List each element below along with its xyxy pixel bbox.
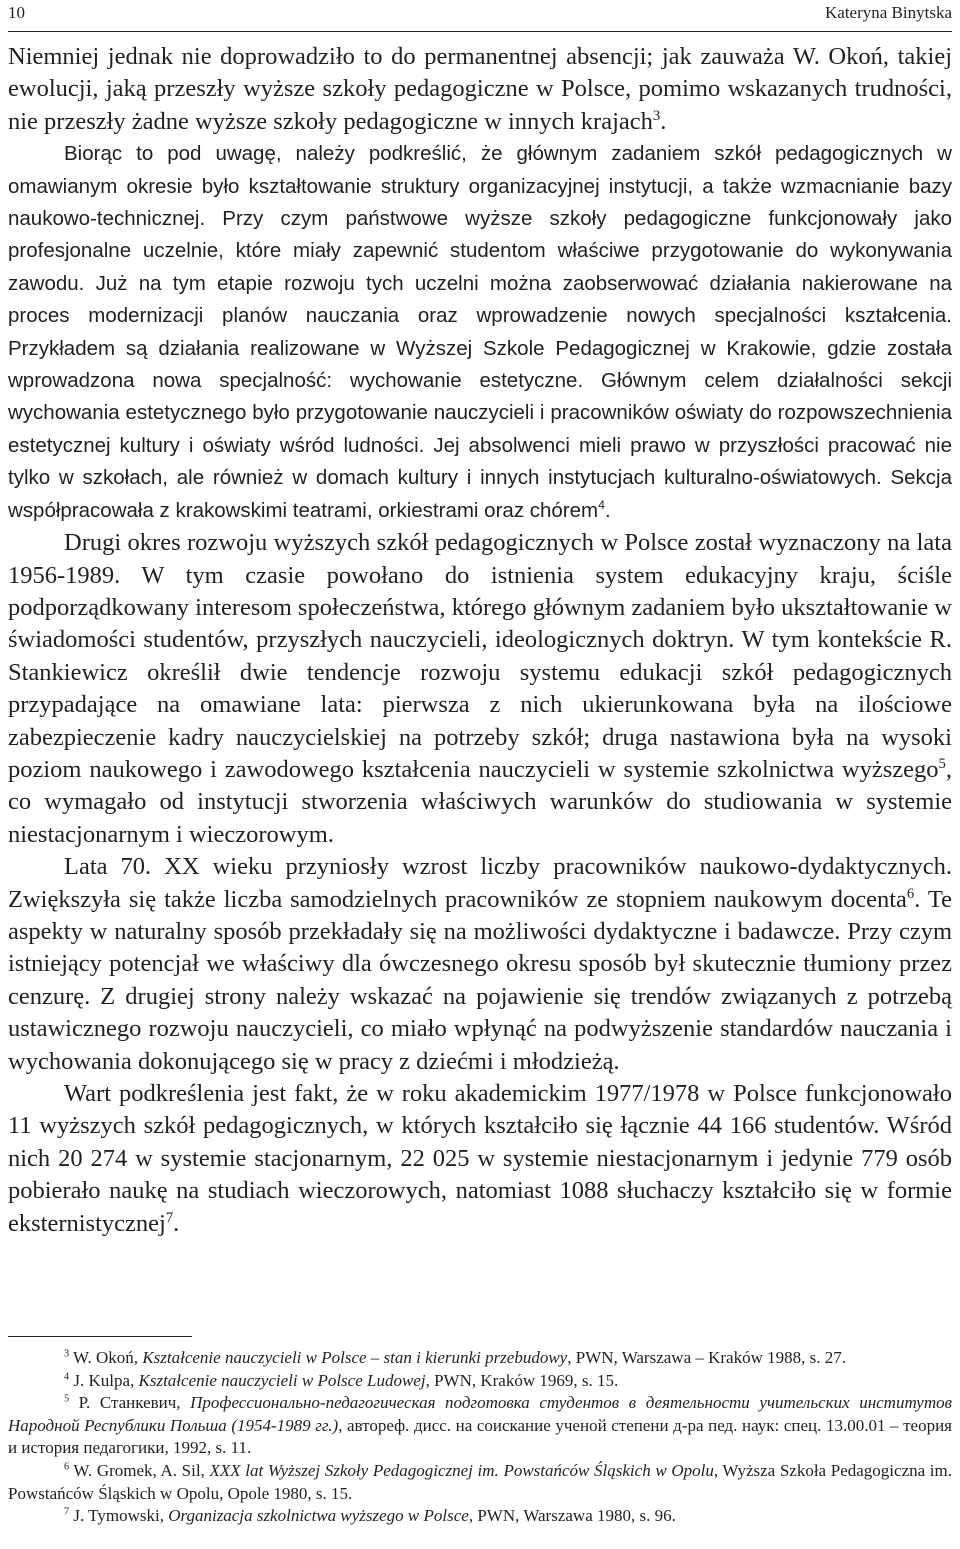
footnote (8, 1505, 952, 1528)
page-number: 10 (8, 3, 25, 22)
header-rule (8, 31, 952, 32)
text-run: W. Gromek, A. Sil, (69, 1460, 210, 1480)
body-paragraph (8, 138, 952, 527)
text-run: . Te aspekty w naturalny sposób przekładały się na możliwości dydaktyczne i badawcze. Przy czym istniejący potencjał we właściwy dla ówczesnego okresu sposób był skutecznie tłumiony przez cenzurę. Z drugiej strony należy wskazać na pojawienie się trendów związanych z potrzebą ustawicznego rozwoju nauczycieli, co miało wpłynąć na podwyższenie standardów nauczania i wychowania dokonującego się w pracy z dziećmi i młodzieżą. (8, 885, 953, 1075)
body-paragraph (8, 851, 952, 1078)
footnote-ref: 5 (64, 1393, 70, 1405)
text-run: W. Okoń, (69, 1348, 143, 1367)
footnote-ref: 6 (64, 1461, 70, 1473)
body-paragraph (8, 527, 952, 851)
footnote-ref: 7 (64, 1506, 70, 1518)
text-run: J. Tymowski, (69, 1506, 169, 1526)
italic-title: Профессионально-педагогическая подготовка студентов в деятельности учительских институтов Народной Республики Польша (1954-1989 гг.) (8, 1393, 953, 1435)
text-run: Niemniej jednak nie doprowadziło to do permanentnej absencji; jak zauważa W. Okoń, takiej ewolucji, jaką przeszły wyższe szkoły pedagogiczne w Polsce, pomimo wskazanych trudności, nie przeszły żadne wyższe szkoły pedagogiczne w innych krajach (8, 43, 952, 135)
footnote (8, 1347, 952, 1370)
text-run: Drugi okres rozwoju wyższych szkół pedagogicznych w Polsce został wyznaczony na lata 1956-1989. W tym czasie powołano do istnienia system edukacyjny kraju, ściśle podporządkowany interesom społeczeństwa, którego głównym zadaniem było ukształtowanie w świadomości studentów, przyszłych nauczycieli, ideologicznych doktryn. W tym kontekście R. Stankiewicz określił dwie tendencje rozwoju systemu edukacji szkół pedagogicznych przypadające na omawiane lata: pierwsza z nich ukierunkowana była na ilościowe zabezpieczenie kadry nauczycielskiej na potrzeby szkół; druga nastawiona była na wysoki poziom naukowego i zawodowego kształcenia nauczycieli w systemie szkolnictwa wyższego (8, 529, 952, 783)
text-run: . (660, 107, 667, 135)
footnote-ref: 7 (165, 1209, 174, 1226)
italic-title: Organizacja szkolnictwa wyższego w Polsce (168, 1506, 469, 1526)
body-paragraph (8, 1078, 952, 1240)
text-run: , co wymagało od instytucji stworzenia właściwych warunków do studiowania w systemie niestacjonarnym i wieczorowym. (8, 755, 952, 848)
footnote-ref: 5 (938, 755, 946, 772)
text-run: , PWN, Warszawa 1980, s. 96. (468, 1506, 676, 1526)
running-header (8, 2, 952, 28)
italic-title: Kształcenie nauczycieli w Polsce Ludowej (138, 1370, 426, 1390)
footnotes (8, 1347, 952, 1528)
text-run: Biorąc to pod uwagę, należy podkreślić, że głównym zadaniem szkół pedagogicznych w omawianym okresie było kształtowanie struktury organizacyjnej instytucji, a także wzmacnianie bazy naukowo-technicznej. Przy czym państwowe wyższe szkoły pedagogiczne funkcjonowały jako profesjonalne uczelnie, które miały zapewnić studentom właściwe przygotowanie do wykonywania zawodu. Już na tym etapie rozwoju tych uczelni można zaobserwować działania nakierowane na proces modernizacji planów nauczania oraz wprowadzenie nowych specjalności kształcenia. Przykładem są działania realizowane w Wyższej Szkole Pedagogicznej w Krakowie, gdzie została wprowadzona nowa specjalność: wychowanie estetyczne. Głównym celem działalności sekcji wychowania estetycznego było przygotowanie nauczycieli i pracowników oświaty do rozpowszechnienia estetycznej kultury i oświaty wśród ludności. Jej absolwenci mieli prawo w przyszłości pracować nie tylko w szkołach, ale również w domach kultury i innych instytucjach kulturalno-oświatowych. Sekcja współpracowała z krakowskimi teatrami, orkiestrami oraz chórem (8, 142, 952, 522)
body-paragraph (8, 41, 952, 138)
text-run: . (604, 498, 611, 522)
footnote (8, 1370, 952, 1393)
text-run: , автореф. дисс. на соискание ученой степени д-ра пед. наук: спец. 13.00.01 – теория и история педагогики, 1992, s. 11. (8, 1415, 952, 1458)
footnote-ref: 4 (64, 1370, 70, 1382)
italic-title: Kształcenie nauczycieli w Polsce – stan i kierunki przebudowy (142, 1348, 568, 1367)
text-run: Р. Станкевич, (69, 1393, 191, 1413)
footnote-ref: 6 (906, 885, 915, 902)
text-run: , PWN, Warszawa – Kraków 1988, s. 27. (567, 1348, 846, 1367)
italic-title: XXX lat Wyższej Szkoły Pedagogicznej im. Powstańców Śląskich w Opolu (209, 1460, 714, 1480)
text-run: Lata 70. XX wieku przyniosły wzrost liczby pracowników naukowo-dydaktycznych. Zwiększyła się także liczba samodzielnych pracowników ze stopniem naukowym docenta (8, 853, 952, 913)
text-run: Wart podkreślenia jest fakt, że w roku akademickim 1977/1978 w Polsce funkcjonowało 11 wyższych szkół pedagogicznych, w których kształciło się łącznie 44 166 studentów. Wśród nich 20 274 w systemie stacjonarnym, 22 025 w systemie niestacjonarnym i jedynie 779 osób pobierało naukę na studiach wieczorowych, natomiast 1088 słuchaczy kształciło się w formie eksternistycznej (8, 1080, 952, 1237)
text-run: , Wyższa Szkoła Pedagogiczna im. Powstańców Śląskich w Opolu, Opole 1980, s. 15. (8, 1460, 953, 1503)
text-run: . (173, 1209, 180, 1237)
footnote (8, 1392, 952, 1460)
body-text (8, 41, 952, 1240)
text-run: , PWN, Kraków 1969, s. 15. (425, 1370, 619, 1390)
footnote-ref: 3 (652, 107, 661, 124)
text-run: J. Kulpa, (69, 1370, 139, 1390)
running-head-author: Kateryna Binytska (825, 3, 952, 22)
footnote (8, 1460, 952, 1505)
footnote-separator (8, 1336, 192, 1337)
footnote-ref: 4 (598, 497, 605, 512)
footnote-ref: 3 (64, 1348, 70, 1360)
